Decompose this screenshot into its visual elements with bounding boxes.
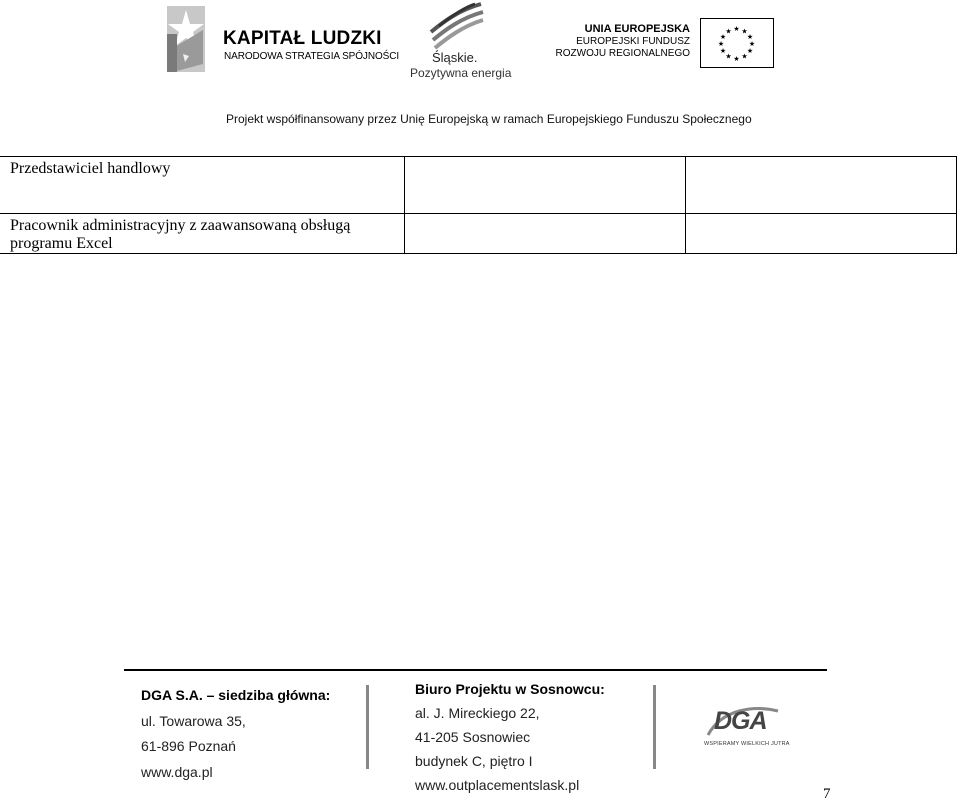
table-cell xyxy=(685,157,956,214)
svg-text:★: ★ xyxy=(719,33,727,41)
headquarters-web: www.dga.pl xyxy=(141,763,213,780)
project-office-city: 41-205 Sosnowiec xyxy=(415,729,531,745)
project-office-heading: Biuro Projektu w Sosnowcu: xyxy=(415,681,605,697)
project-office-building: budynek C, piętro I xyxy=(415,753,533,769)
table-cell xyxy=(685,214,956,254)
project-office-web: www.outplacementslask.pl xyxy=(415,777,580,793)
svg-text:★: ★ xyxy=(746,47,754,55)
svg-text:★: ★ xyxy=(733,25,740,33)
slaskie-tagline: Pozytywna energia xyxy=(410,66,512,80)
footer xyxy=(124,669,827,793)
positions-table xyxy=(0,156,957,254)
slaskie-waves-icon xyxy=(429,2,485,50)
kapital-ludzki-title: KAPITAŁ LUDZKI xyxy=(223,28,382,49)
table-cell-position: Przedstawiciel handlowy xyxy=(0,157,404,214)
dga-logo-tagline: WSPIERAMY WIELKICH JUTRA xyxy=(704,741,790,747)
svg-text:★: ★ xyxy=(717,40,725,48)
kapital-ludzki-subtitle: NARODOWA STRATEGIA SPÓJNOŚCI xyxy=(224,51,400,62)
cofinancing-note: Projekt współfinansowany przez Unię Europejską w ramach Europejskiego Funduszu Społecznego xyxy=(226,112,752,126)
footer-headquarters xyxy=(141,687,330,789)
page-number: 7 xyxy=(823,786,831,802)
svg-text:★: ★ xyxy=(733,55,740,63)
table-cell-position: Pracownik administracyjny z zaawansowaną obsługą programu Excel xyxy=(0,214,404,254)
eu-logo xyxy=(555,18,778,70)
eu-line-2: EUROPEJSKI FUNDUSZ xyxy=(576,36,690,47)
footer-divider xyxy=(653,685,656,769)
headquarters-heading: DGA S.A. – siedziba główna: xyxy=(141,687,331,703)
headquarters-street: ul. Towarowa 35, xyxy=(141,712,246,729)
svg-text:★: ★ xyxy=(741,27,748,36)
dga-logo-text: DGA xyxy=(714,707,767,735)
kapital-ludzki-emblem-icon xyxy=(163,4,209,74)
table-row xyxy=(0,157,956,214)
svg-text:★: ★ xyxy=(725,52,732,61)
svg-text:★: ★ xyxy=(741,52,748,61)
footer-divider xyxy=(366,685,369,769)
project-office-street: al. J. Mireckiego 22, xyxy=(415,705,540,721)
svg-text:★: ★ xyxy=(746,33,754,41)
table-cell xyxy=(404,157,685,214)
slaskie-logo xyxy=(405,0,515,82)
eu-line-3: ROZWOJU REGIONALNEGO xyxy=(555,48,690,59)
footer-project-office xyxy=(415,681,605,801)
eu-flag-icon xyxy=(700,18,774,68)
kapital-ludzki-logo xyxy=(163,4,400,76)
headquarters-city: 61-896 Poznań xyxy=(141,738,236,754)
svg-text:★: ★ xyxy=(725,27,732,36)
dga-logo xyxy=(704,705,790,751)
table-row xyxy=(0,214,956,254)
svg-text:★: ★ xyxy=(719,47,727,55)
slaskie-name: Śląskie. xyxy=(432,50,478,65)
table-cell xyxy=(404,214,685,254)
svg-text:★: ★ xyxy=(748,40,756,48)
eu-line-1: UNIA EUROPEJSKA xyxy=(584,23,690,35)
